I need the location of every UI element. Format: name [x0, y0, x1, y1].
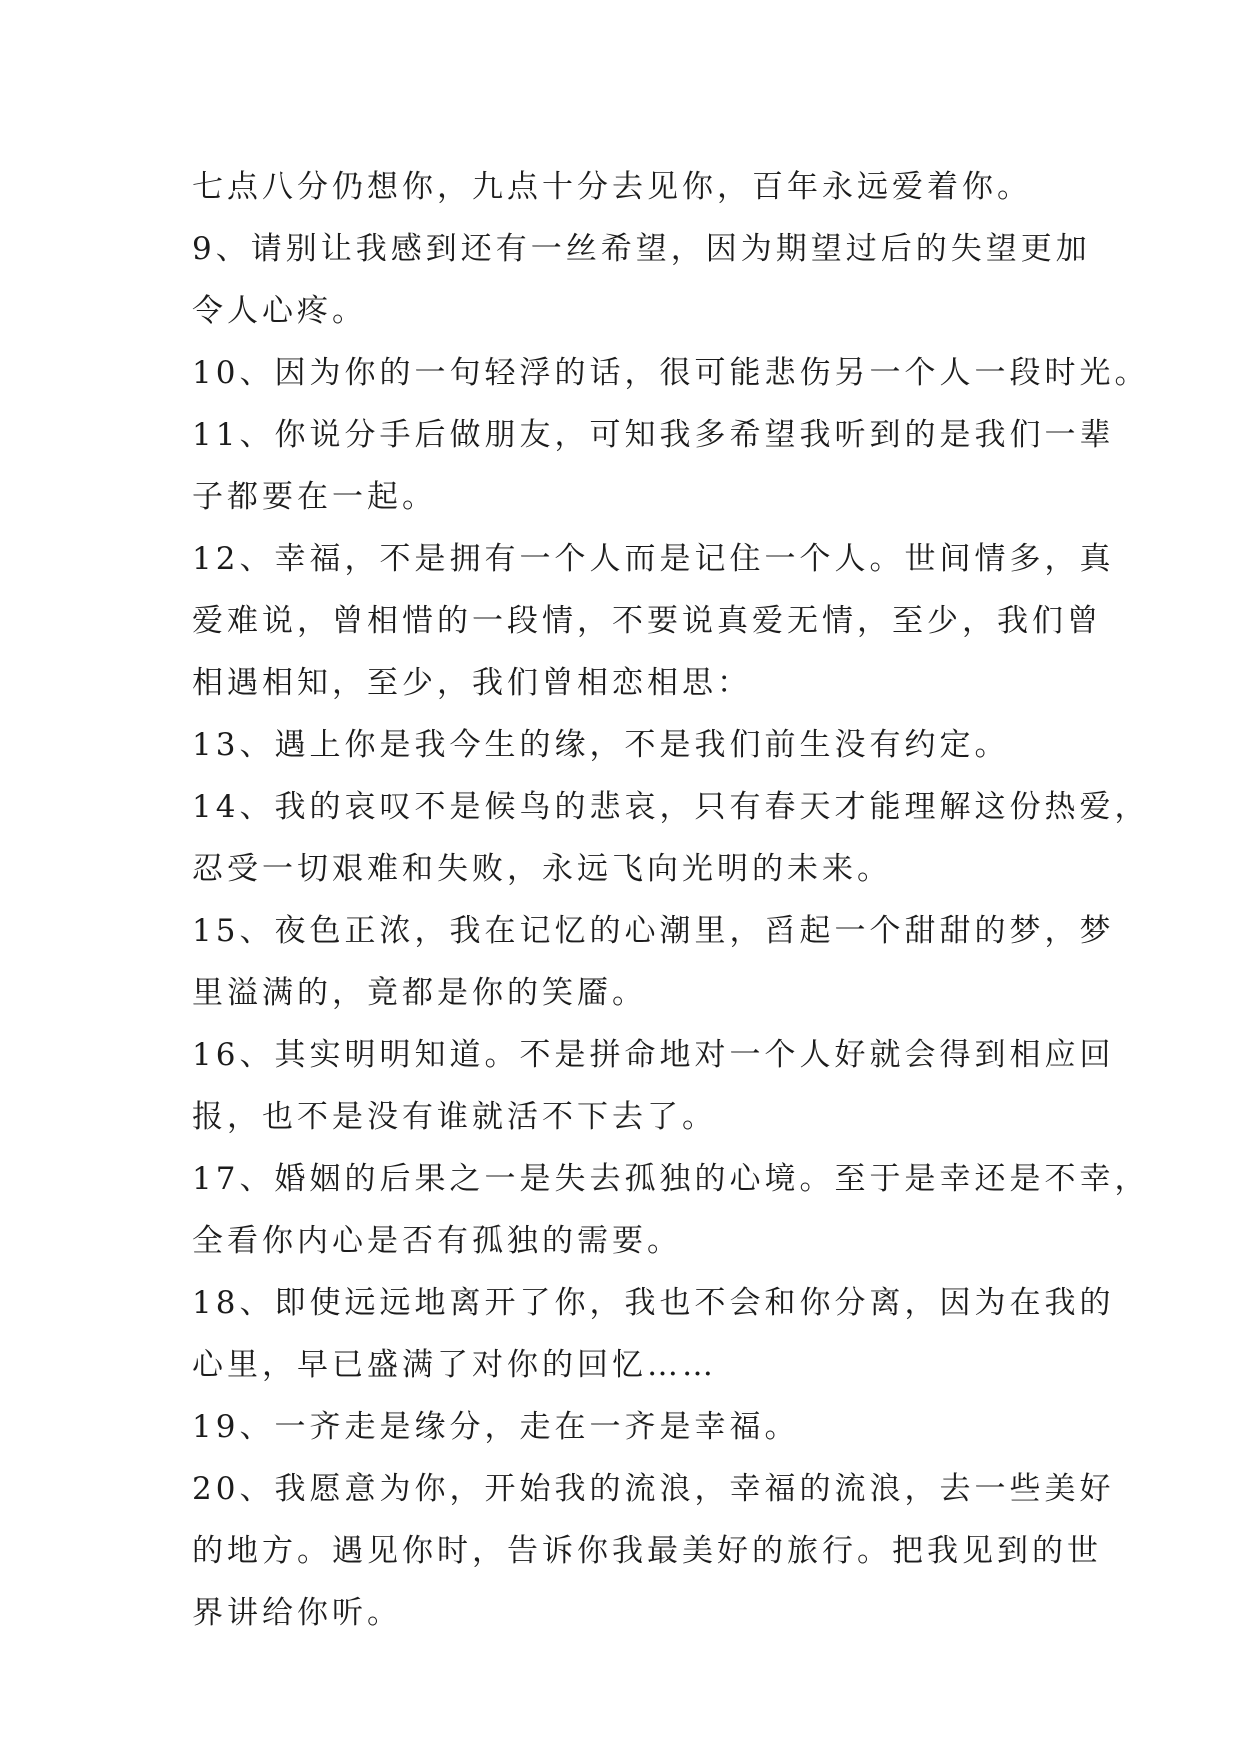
- text-line: 13、遇上你是我今生的缘，不是我们前生没有约定。: [192, 727, 1010, 763]
- text-line: 子都要在一起。: [192, 479, 437, 515]
- text-line: 18、即使远远地离开了你，我也不会和你分离，因为在我的: [192, 1285, 1115, 1321]
- text-line: 9、请别让我感到还有一丝希望，因为期望过后的失望更加: [192, 231, 1091, 267]
- text-line: 七点八分仍想你，九点十分去见你，百年永远爱着你。: [192, 169, 1032, 205]
- text-line: 11、你说分手后做朋友，可知我多希望我听到的是我们一辈: [192, 417, 1115, 453]
- text-line: 17、婚姻的后果之一是失去孤独的心境。至于是幸还是不幸，: [192, 1161, 1150, 1197]
- text-line: 里溢满的，竟都是你的笑靥。: [192, 975, 647, 1011]
- text-line: 20、我愿意为你，开始我的流浪，幸福的流浪，去一些美好: [192, 1471, 1115, 1507]
- text-line: 爱难说，曾相惜的一段情，不要说真爱无情，至少，我们曾: [192, 603, 1102, 639]
- document-body: [192, 156, 1150, 1644]
- text-line: 报，也不是没有谁就活不下去了。: [192, 1099, 717, 1135]
- text-line: 界讲给你听。: [192, 1595, 402, 1631]
- text-line: 令人心疼。: [192, 293, 367, 329]
- text-line: 相遇相知，至少，我们曾相恋相思：: [192, 665, 752, 701]
- text-line: 15、夜色正浓，我在记忆的心潮里，舀起一个甜甜的梦，梦: [192, 913, 1115, 949]
- text-line: 忍受一切艰难和失败，永远飞向光明的未来。: [192, 851, 892, 887]
- text-line: 心里，早已盛满了对你的回忆……: [192, 1347, 717, 1383]
- text-line: 12、幸福，不是拥有一个人而是记住一个人。世间情多，真: [192, 541, 1115, 577]
- text-line: 的地方。遇见你时，告诉你我最美好的旅行。把我见到的世: [192, 1533, 1102, 1569]
- text-line: 19、一齐走是缘分，走在一齐是幸福。: [192, 1409, 800, 1445]
- text-line: 16、其实明明知道。不是拼命地对一个人好就会得到相应回: [192, 1037, 1115, 1073]
- text-line: 10、因为你的一句轻浮的话，很可能悲伤另一个人一段时光。: [192, 355, 1150, 391]
- text-line: 全看你内心是否有孤独的需要。: [192, 1223, 682, 1259]
- text-line: 14、我的哀叹不是候鸟的悲哀，只有春天才能理解这份热爱，: [192, 789, 1150, 825]
